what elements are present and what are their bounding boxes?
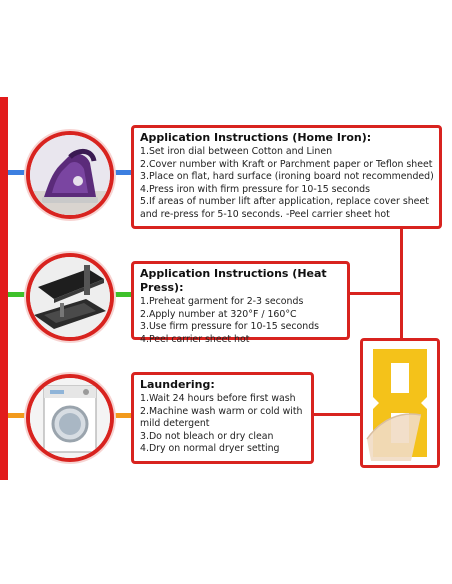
iron-icon	[30, 135, 110, 215]
home-iron-step-5: 5.If areas of number lift after application, replace cover sheet and re-press for 5-10 seconds. -Peel carrier sheet hot	[140, 196, 429, 220]
laundering-title: Laundering:	[140, 378, 215, 391]
home-iron-step-1: 1.Set iron dial between Cotton and Linen	[140, 146, 333, 157]
laundering-step-3: 3.Do not bleach or dry clean	[140, 430, 274, 442]
laundering-instructions-box	[131, 372, 314, 464]
heat-press-instructions-box	[131, 261, 350, 345]
heat-press-circle	[26, 253, 114, 341]
heat-press-title: Application Instructions (Heat Press):	[140, 267, 327, 294]
product-image-box	[360, 338, 440, 468]
connector-heatpress	[350, 292, 402, 295]
heat-press-steps	[140, 296, 343, 346]
heat-press-step-4: 4.Peel carrier sheet hot	[140, 333, 250, 345]
laundering-steps	[140, 393, 307, 456]
connector-laundering	[312, 413, 362, 416]
washer-circle	[26, 374, 114, 462]
connector-vertical	[400, 226, 403, 340]
laundering-step-4: 4.Dry on normal dryer setting	[140, 443, 280, 455]
yellow-number-eight-icon	[363, 341, 437, 465]
laundering-step-2: 2.Machine wash warm or cold with mild detergent	[140, 405, 303, 430]
home-iron-step-4: 4.Press iron with firm pressure for 10-15 seconds	[140, 183, 370, 195]
home-iron-steps	[140, 146, 435, 222]
heat-press-icon	[30, 257, 110, 337]
home-iron-step-2: 2.Cover number with Kraft or Parchment paper or Teflon sheet	[140, 158, 433, 170]
laundering-step-1: 1.Wait 24 hours before first wash	[140, 393, 296, 404]
washing-machine-icon	[30, 378, 110, 458]
home-iron-instructions-box	[131, 125, 442, 229]
heat-press-step-2: 2.Apply number at 320°F / 160°C	[140, 308, 297, 320]
left-red-bar	[0, 97, 8, 480]
home-iron-step-3: 3.Place on flat, hard surface (ironing board not recommended)	[140, 171, 434, 183]
home-iron-title: Application Instructions (Home Iron):	[140, 131, 372, 144]
home-iron-circle	[26, 131, 114, 219]
heat-press-step-1: 1.Preheat garment for 2-3 seconds	[140, 296, 304, 307]
heat-press-step-3: 3.Use firm pressure for 10-15 seconds	[140, 321, 320, 333]
